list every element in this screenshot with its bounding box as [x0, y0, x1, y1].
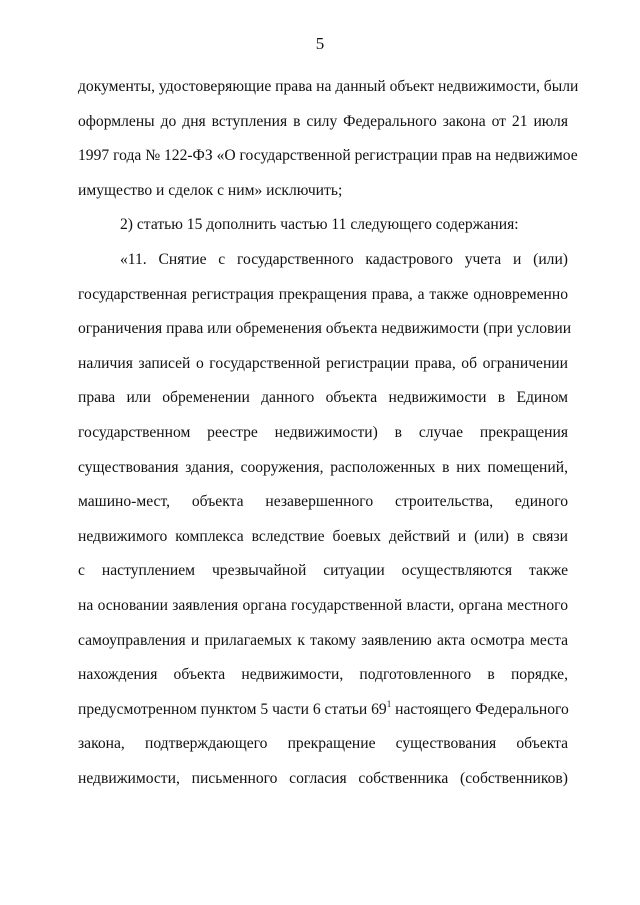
text-line: нахождения объекта недвижимости, подготовленного в порядке,: [78, 666, 568, 684]
text-line: «11. Снятие с государственного кадастрового учета и (или): [120, 250, 568, 268]
text-line: ограничения права или обременения объекта недвижимости (при условии: [78, 320, 572, 338]
text-line: на основании заявления органа государственной власти, органа местного: [78, 596, 568, 614]
text-line: 2) статью 15 дополнить частью 11 следующего содержания:: [120, 216, 519, 234]
text-line: документы, удостоверяющие права на данный объект недвижимости, были: [78, 78, 579, 95]
text-line: права или обременении данного объекта недвижимости в Едином: [78, 389, 568, 407]
text-line: существования здания, сооружения, расположенных в них помещений,: [78, 458, 568, 476]
text-line: оформлены до дня вступления в силу Федерального закона от 21 июля: [78, 112, 568, 130]
page-number: 5: [315, 34, 325, 53]
text-line: имущество и сделок с ним» исключить;: [78, 181, 343, 199]
text-line: с наступлением чрезвычайной ситуации осуществляются также: [78, 562, 568, 580]
text-line-with-superscript: [78, 693, 568, 728]
text-line: закона, подтверждающего прекращение существования объекта: [78, 735, 568, 753]
superscript-index: 1: [386, 698, 392, 709]
text-line: государственном реестре недвижимости) в случае прекращения: [78, 423, 568, 441]
text-segment: предусмотренном пунктом 5 части 6 статьи 69: [78, 700, 387, 718]
text-line: 1997 года № 122-ФЗ «О государственной регистрации прав на недвижимое: [78, 147, 578, 165]
text-line: машино-мест, объекта незавершенного строительства, единого: [78, 493, 568, 511]
text-line: самоуправления и прилагаемых к такому заявлению акта осмотра места: [78, 631, 568, 649]
text-line: недвижимого комплекса вследствие боевых действий и (или) в связи: [78, 527, 568, 545]
text-line: государственная регистрация прекращения права, а также одновременно: [78, 285, 568, 303]
text-segment: настоящего Федерального: [391, 700, 569, 718]
document-body: [78, 70, 579, 796]
text-line: наличия записей о государственной регистрации права, об ограничении: [78, 354, 568, 372]
text-line: недвижимости, письменного согласия собственника (собственников): [78, 769, 568, 787]
